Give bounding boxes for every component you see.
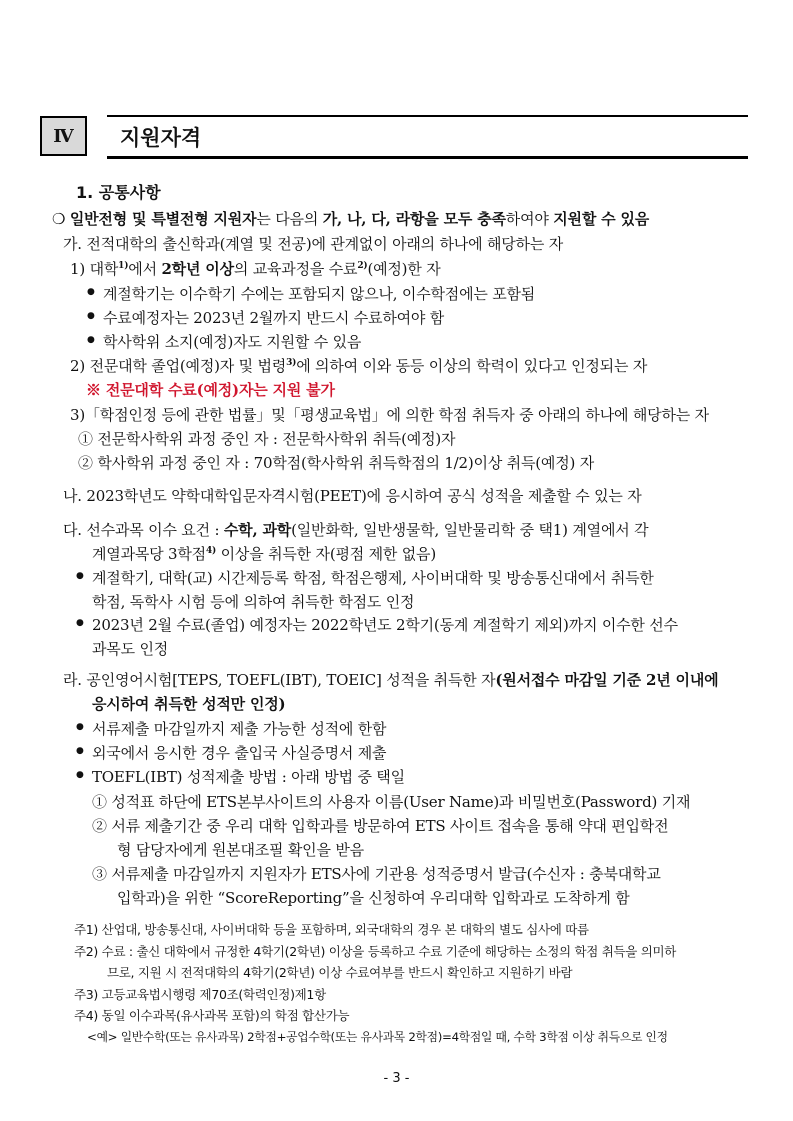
ra-circle-1: ① 성적표 하단에 ETS본부사이트의 사용자 이름(User Name)과 비밀번호(Password) 기재 <box>92 793 691 811</box>
footnote-2a: 주2) 수료 : 출신 대학에서 규정한 4학기(2학년) 이상을 등록하고 수료 기준에 해당하는 소정의 학점 취득을 의미하 <box>74 944 677 959</box>
intro-bold-2: 가, 나, 다, 라항을 모두 충족 <box>322 210 506 228</box>
footnote-ref-3: 3) <box>286 358 297 368</box>
intro-line <box>52 208 649 229</box>
da-text-b: (일반화학, 일반생물학, 일반물리학 중 택1) 계열에서 각 <box>291 521 649 539</box>
da-text-c: 계열과목당 3학점 <box>92 545 206 563</box>
ga-circle-1: ① 전문학사학위 과정 중인 자 : 전문학사학위 취득(예정)자 <box>78 430 456 448</box>
ga-1-text-b: 에서 <box>128 260 162 278</box>
footnote-1: 주1) 산업대, 방송통신대, 사이버대학 등을 포함하며, 외국대학의 경우 본 대학의 별도 심사에 따름 <box>74 922 589 937</box>
ra-circle-3b: 입학과)을 위한 “ScoreReporting”을 신청하여 우리대학 입학과로 도착하게 함 <box>117 889 630 907</box>
ra-text-a: 라. 공인영어시험[TEPS, TOEFL(IBT), TOEIC] 성적을 취득한 자 <box>63 671 496 689</box>
item-ra-line-2: 응시하여 취득한 성적만 인정) <box>92 695 286 713</box>
section-number: Ⅳ <box>53 126 74 147</box>
footnote-ref-2: 2) <box>357 261 368 271</box>
ra-circle-2a: ② 서류 제출기간 중 우리 대학 입학과를 방문하여 ETS 사이트 접속을 통해 약대 편입학전 <box>92 817 669 835</box>
ga-circle-2: ② 학사학위 과정 중인 자 : 70학점(학사학위 취득학점의 1/2)이상 취득(예정) 자 <box>78 454 595 472</box>
ga-1-text-c: 의 교육과정을 수료 <box>233 260 358 278</box>
da-bullet-1b: 학점, 독학사 시험 등에 의하여 취득한 학점도 인정 <box>92 593 415 611</box>
ra-bullet-1: ● 서류제출 마감일까지 제출 가능한 성적에 한함 <box>92 718 386 739</box>
da-bullet-2b: 과목도 인정 <box>92 640 169 658</box>
section-number-box <box>40 116 87 156</box>
intro-text-2: 하여야 <box>505 210 554 228</box>
ga-1-text-d: (예정)한 자 <box>367 260 441 278</box>
da-bold: 수학, 과학 <box>223 521 292 539</box>
item-da-line-1 <box>63 519 648 540</box>
da-text-d: 이상을 취득한 자(평점 제한 없음) <box>216 545 436 563</box>
footnote-4: 주4) 동일 이수과목(유사과목 포함)의 학점 합산가능 <box>74 1008 350 1023</box>
ra-bold-a: (원서접수 마감일 기준 2년 이내에 <box>495 671 719 689</box>
ra-circle-2b: 형 담당자에게 원본대조필 확인을 받음 <box>117 841 364 859</box>
ga-bullet-2: ● 수료예정자는 2023년 2월까지 반드시 수료하여야 함 <box>103 307 444 328</box>
footnote-3: 주3) 고등교육법시행령 제70조(학력인정)제1항 <box>74 987 326 1002</box>
intro-bold-1: 일반전형 및 특별전형 지원자 <box>69 210 257 228</box>
item-ga-3: 3)「학점인정 등에 관한 법률」및「평생교육법」에 의한 학점 취득자 중 아래의 하나에 해당하는 자 <box>70 406 709 424</box>
intro-marker: ❍ <box>52 210 66 228</box>
intro-bold-3: 지원할 수 있음 <box>553 210 650 228</box>
da-text-a: 다. 선수과목 이수 요건 : <box>63 521 224 539</box>
ra-bullet-2: ● 외국에서 응시한 경우 출입국 사실증명서 제출 <box>92 742 386 763</box>
ga-bullet-3: ● 학사학위 소지(예정)자도 지원할 수 있음 <box>103 331 361 352</box>
footnote-2b: 므로, 지원 시 전적대학의 4학기(2학년) 이상 수료여부를 반드시 확인하고 지원하기 바람 <box>107 965 573 980</box>
ga-2-text-b: 에 의하여 이와 동등 이상의 학력이 있다고 인정되는 자 <box>296 357 648 375</box>
da-bullet-2a: ● 2023년 2월 수료(졸업) 예정자는 2022학년도 2학기(동계 계절학기 제외)까지 이수한 선수 <box>92 614 678 635</box>
item-ra-line-1 <box>63 669 718 690</box>
ra-bullet-3: ● TOEFL(IBT) 성적제출 방법 : 아래 방법 중 택일 <box>92 766 405 787</box>
header-bottom-rule <box>107 156 748 159</box>
da-bullet-1a: ● 계절학기, 대학(교) 시간제등록 학점, 학점은행제, 사이버대학 및 방송통신대에서 취득한 <box>92 567 654 588</box>
footnote-4-example: <예> 일반수학(또는 유사과목) 2학점+공업수학(또는 유사과목 2학점)=4학점일 때, 수학 3학점 이상 취득으로 인정 <box>87 1030 668 1044</box>
footnote-ref-1: 1) <box>118 261 129 271</box>
section-title: 1. 공통사항 <box>76 183 161 202</box>
intro-text-1: 는 다음의 <box>256 210 323 228</box>
item-da-line-2 <box>92 543 436 564</box>
ra-circle-3a: ③ 서류제출 마감일까지 지원자가 ETS사에 기관용 성적증명서 발급(수신자 : 충북대학교 <box>92 865 661 883</box>
ga-2-text-a: 2) 전문대학 졸업(예정)자 및 법령 <box>70 357 287 375</box>
header-top-rule <box>107 115 748 117</box>
ga-bullet-1: ● 계절학기는 이수학기 수에는 포함되지 않으나, 이수학점에는 포함됨 <box>103 283 535 304</box>
ga-1-text-a: 1) 대학 <box>70 260 119 278</box>
item-na: 나. 2023학년도 약학대학입문자격시험(PEET)에 응시하여 공식 성적을 제출할 수 있는 자 <box>63 487 642 505</box>
warning-note: ※ 전문대학 수료(예정)자는 지원 불가 <box>86 381 335 399</box>
ga-1-bold: 2학년 이상 <box>161 260 234 278</box>
item-ga-2 <box>70 355 647 376</box>
item-ga-title: 가. 전적대학의 출신학과(계열 및 전공)에 관계없이 아래의 하나에 해당하는 자 <box>63 235 563 253</box>
item-ga-1 <box>70 258 441 279</box>
page-number: - 3 - <box>383 1071 410 1086</box>
footnote-ref-4: 4) <box>205 546 217 556</box>
page-title: 지원자격 <box>120 126 202 150</box>
